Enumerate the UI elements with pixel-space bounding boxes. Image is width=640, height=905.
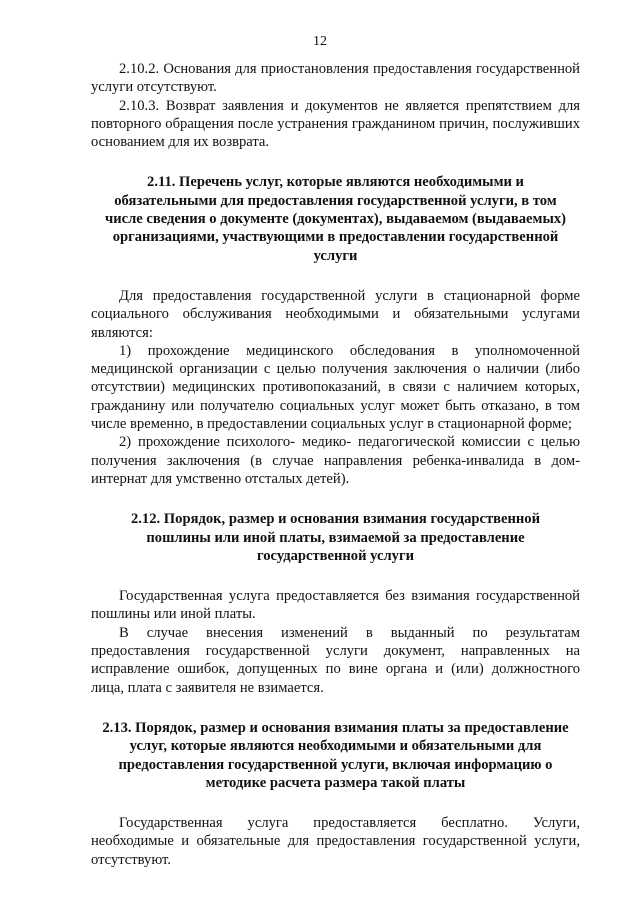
paragraph-2-10-2: 2.10.2. Основания для приостановления предоставления государственной услуги отсутствуют.: [91, 61, 580, 96]
spacer: [91, 792, 580, 814]
spacer: [91, 488, 580, 510]
heading-2-12: 2.12. Порядок, размер и основания взимания государственной пошлины или иной платы, взимаемой за предоставление государственной услуги: [130, 511, 541, 564]
paragraph-2-10-3: 2.10.3. Возврат заявления и документов не является препятствием для повторного обращения после устранения гражданином причин, послуживших основанием для их возврата.: [91, 97, 580, 151]
heading-2-11: 2.11. Перечень услуг, которые являются необходимыми и обязательными для предоставления государственной услуги, в том числе сведения о документе (документах), выдаваемом (выдаваемых) организациями, участвующими в предоставлении государственной услуги: [104, 174, 567, 264]
spacer: [91, 151, 580, 173]
paragraph-2-11-item-2: 2) прохождение психолого- медико- педагогической комиссии с целью получения заключения (в случае направления ребенка-инвалида в дом-интернат для умственно отсталых детей).: [91, 434, 580, 487]
paragraph-2-12-2: В случае внесения изменений в выданный по результатам предоставления государственной услуги документ, направленных на исправление ошибок, допущенных по вине органа и (или) должностного лица, плата с заявителя не взимается.: [91, 624, 580, 696]
page-number: 12: [313, 34, 327, 49]
document-body: [91, 60, 580, 869]
spacer: [91, 265, 580, 287]
paragraph-2-11-intro: Для предоставления государственной услуги в стационарной форме социального обслуживания необходимыми и обязательными услугами являются:: [91, 287, 580, 341]
paragraph-2-12-1: Государственная услуга предоставляется без взимания государственной пошлины или иной платы.: [91, 588, 580, 623]
paragraph-2-13-1: Государственная услуга предоставляется бесплатно. Услуги, необходимые и обязательные для предоставления государственной услуги, отсутствуют.: [91, 815, 580, 868]
spacer: [91, 697, 580, 719]
heading-2-13: 2.13. Порядок, размер и основания взимания платы за предоставление услуг, которые являются необходимыми и обязательными для предоставления государственной услуги, включая информацию о методике расчета размера такой платы: [102, 719, 569, 791]
paragraph-2-11-item-1: 1) прохождение медицинского обследования в уполномоченной медицинской организации с целью получения заключения о наличии (либо отсутствии) медицинских противопоказаний, в связи с наличием которых, гражданину или получателю социальных услуг может быть отказано, в том числе временно, в предоставлении социальных услуг в стационарной форме;: [91, 342, 580, 433]
spacer: [91, 565, 580, 587]
